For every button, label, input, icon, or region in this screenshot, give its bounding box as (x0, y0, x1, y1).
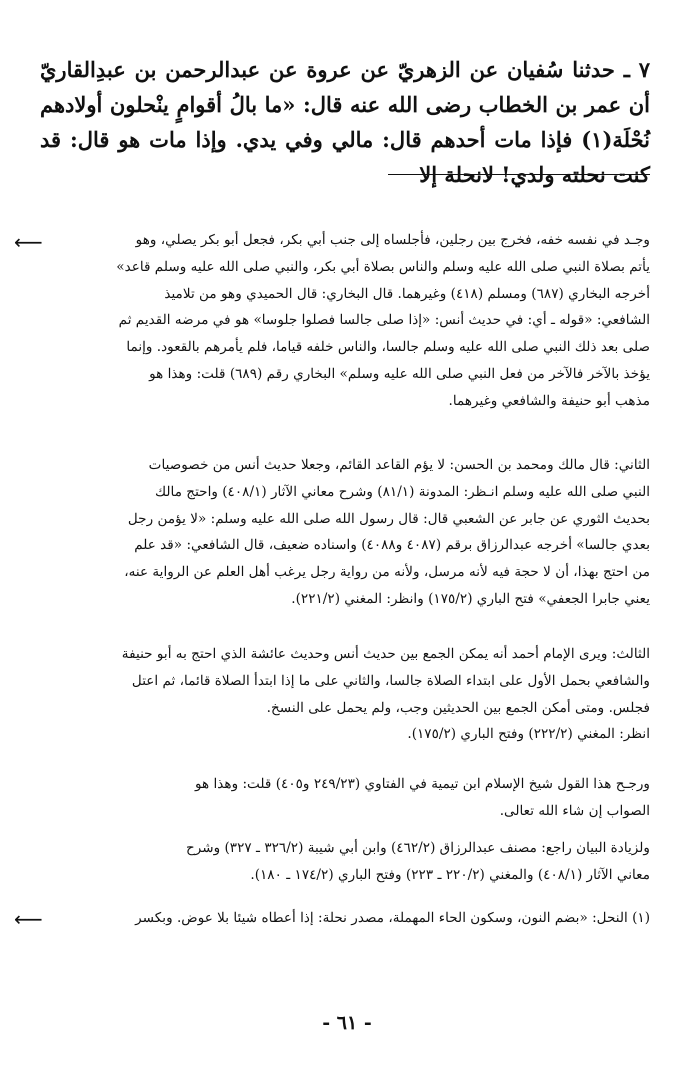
footnote-line: الثاني: قال مالك ومحمد بن الحسن: لا يؤم القاعد القائم، وجعلا حديث أنس من خصوصيات (148, 457, 650, 473)
footnote-line: مذهب أبو حنيفة والشافعي وغيرهما. (448, 392, 650, 409)
footnote-line: النبي صلى الله عليه وسلم انـظر: المدونة (٨١/١) وشرح معاني الآثار (٤٠٨/١) واحتج مالك (154, 483, 650, 500)
footnote-line: يأتم بصلاة النبي صلى الله عليه وسلم والناس بصلاة أبي بكر، والنبي صلى الله عليه وسلم قاعد» (116, 258, 650, 275)
hadith-paragraph: ٧ ـ حدثنا سُفيان عن الزهريّ عن عروة عن عبدالرحمن بن عبدِالقاريّ أن عمر بن الخطاب رضى الله عنه قال: «ما بالُ أقوامٍ ينْحلون أولادهم نُحْلَة(١) فإذا مات أحدهم قال: مالي وفي يدي. وإذا مات هو قال: قد كنت نحلته ولدي! لانحلة إلا (40, 57, 650, 187)
footnote-line: الشافعي: «قوله ـ أي: في حديث أنس: «إذا صلى جالسا فصلوا جلوسا» هو في مرضه القديم ثم (118, 312, 650, 329)
footnote-line: أخرجه البخاري (٦٨٧) ومسلم (٤١٨) وغيرهما. قال البخاري: قال الحميدي وهو من تلاميذ (164, 285, 650, 302)
footnote-line: بعدي جالسا» أخرجه عبدالرزاق برقم (٤٠٨٧ و٤٠٨٨) واسناده ضعيف، قال الشافعي: «قد علم (134, 537, 650, 554)
footnote-divider (388, 174, 650, 175)
footnote-third-view (42, 641, 650, 748)
footnote-preference (42, 771, 650, 825)
footnote-line: الثالث: ويرى الإمام أحمد أنه يمكن الجمع بين حديث أنس وحديث عائشة الذي احتج به أبو حنيفة (121, 646, 650, 662)
footnote-line: ورجـح هذا القول شيخ الإسلام ابن تيمية في الفتاوي (٢٤٩/٢٣ و٤٠٥) قلت: وهذا هو (194, 776, 650, 792)
footnote-continuation (42, 227, 650, 415)
footnote-references (42, 835, 650, 889)
continuation-arrow-icon: ⟵ (14, 907, 43, 931)
footnote-line: الصواب إن شاء الله تعالى. (499, 802, 650, 819)
footnote-line: فجلس. ومتى أمكن الجمع بين الحديثين وجب، ولم يحمل على النسخ. (266, 699, 650, 716)
footnote-line: (١) النحل: «بضم النون، وسكون الحاء المهملة، مصدر نحلة: إذا أعطاه شيئا بلا عوض. وبكسر (135, 910, 650, 926)
footnote-line: ولزيادة البيان راجع: مصنف عبدالرزاق (٤٦٢/٢) وابن أبي شيبة (٣٢٦/٢ ـ ٣٢٧) وشرح (185, 840, 650, 856)
continuation-arrow-icon: ⟵ (14, 230, 43, 254)
footnote-line: معاني الآثار (٤٠٨/١) والمغني (٢٢٠/٢ ـ ٢٢٣) وفتح الباري (١٧٤/٢ ـ ١٨٠). (250, 866, 650, 883)
footnote-line: يعني جابرا الجعفي» فتح الباري (١٧٥/٢) وانظر: المغني (٢٢١/٢). (291, 590, 650, 607)
footnote-line: والشافعي بحمل الأول على ابتداء الصلاة جالسا، والثاني على ما إذا ابتدأ الصلاة قائما، ثم اعتل (131, 672, 650, 689)
footnote-line: وجـد في نفسه خفه، فخرج بين رجلين، فأجلساه إلى جنب أبي بكر، فجعل أبو بكر يصلي، وهو (135, 232, 650, 248)
footnote-line: صلى بعد ذلك النبي صلى الله عليه وسلم جالسا، والناس خلفه قياما، فلم يأمرهم بالقعود. وإنما (126, 339, 650, 356)
page-number: - ٦١ - (322, 1012, 372, 1034)
footnote-line: يؤخذ بالآخر فالآخر من فعل النبي صلى الله عليه وسلم» البخاري رقم (٦٨٩) قلت: وهذا هو (149, 365, 650, 382)
footnote-1 (42, 905, 650, 932)
footnote-line: من احتج بهذا، أن لا حجة فيه لأنه مرسل، ولأنه من رواية رجل يرغب أهل العلم عن الرواية عنه، (124, 564, 650, 581)
footnote-second-view (42, 452, 650, 613)
footnote-line: انظر: المغني (٢٢٢/٢) وفتح الباري (١٧٥/٢). (407, 726, 650, 743)
footnote-line: بحديث الثوري عن جابر عن الشعبي قال: قال رسول الله صلى الله عليه وسلم: «لا يؤمن رجل (127, 510, 650, 527)
